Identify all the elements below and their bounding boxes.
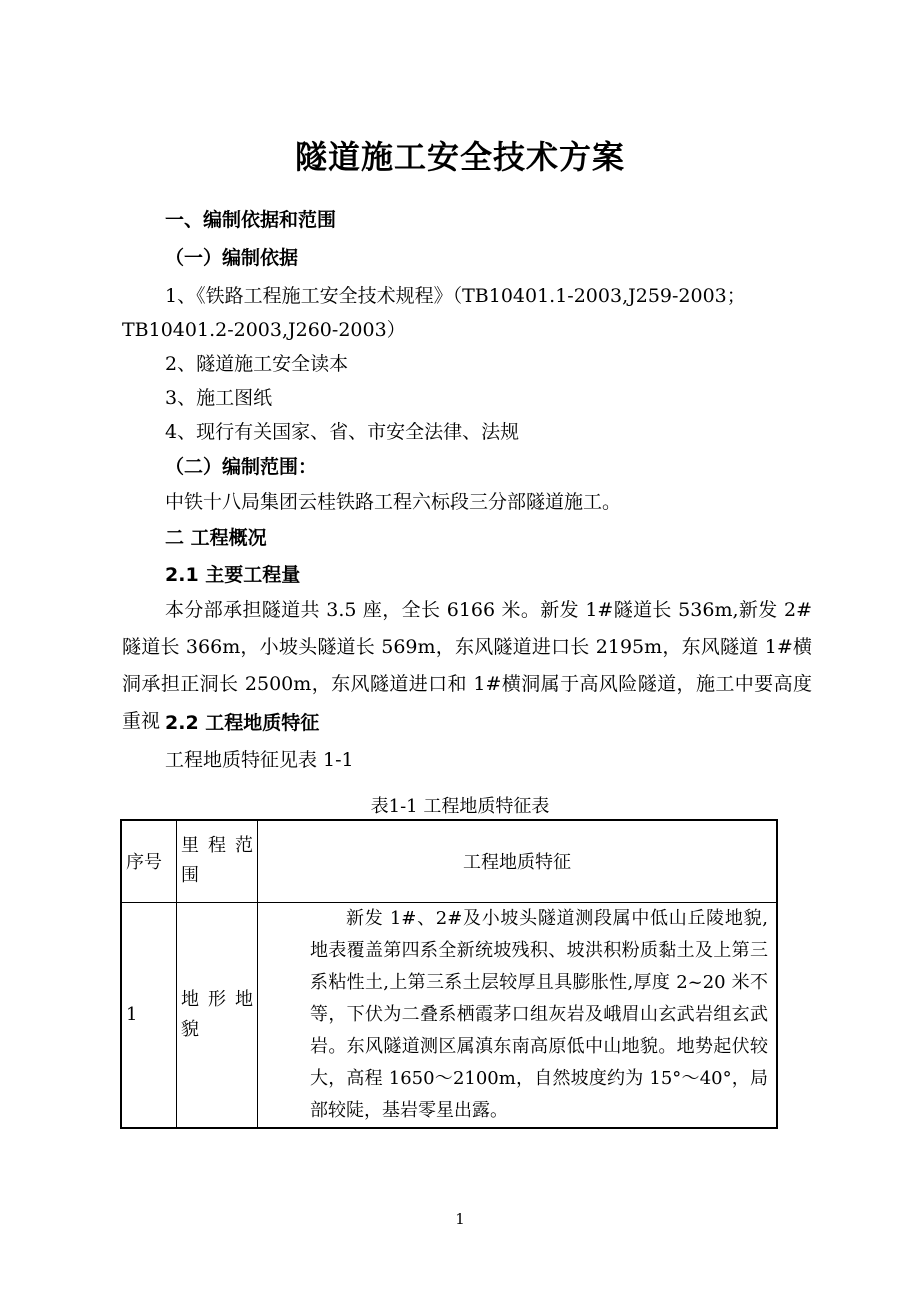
header-no: 序号 [121, 820, 177, 902]
basis-item-1-cont: TB10401.2-2003,J260-2003） [122, 319, 406, 341]
section1-heading: 一、编制依据和范围 [165, 209, 337, 231]
geology-table [120, 819, 778, 1129]
section2-heading: 二 工程概况 [165, 527, 267, 549]
basis-item-4: 4、现行有关国家、省、市安全法律、法规 [165, 421, 520, 443]
table-header-row [121, 820, 777, 902]
basis-item-1: 1、《铁路工程施工安全技术规程》（TB10401.1-2003,J259-2003； [165, 285, 746, 307]
table-row [121, 902, 777, 1128]
page-number: 1 [455, 1210, 465, 1228]
basis-item-3: 3、施工图纸 [165, 387, 273, 409]
section2-sub1: 2.1 主要工程量 [165, 564, 301, 586]
geology-intro: 工程地质特征见表 1-1 [165, 749, 354, 771]
row-range: 地 形 地 貌 [177, 902, 258, 1128]
document-title: 隧道施工安全技术方案 [294, 138, 625, 176]
table-caption: 表1-1 工程地质特征表 [370, 796, 550, 817]
row-no: 1 [121, 902, 177, 1128]
section1-sub1: （一）编制依据 [165, 247, 299, 269]
header-feature: 工程地质特征 [258, 820, 778, 902]
basis-item-2: 2、隧道施工安全读本 [165, 353, 349, 375]
quantities-paragraph: 本分部承担隧道共 3.5 座，全长 6166 米。新发 1#隧道长 536m,新发 2#隧道长 366m，小坡头隧道长 569m，东风隧道进口长 2195m，东风隧道 1#横洞承担正洞长 2500m，东风隧道进口和 1#横洞属于高风险隧道，施工中要高度重视 [122, 599, 812, 732]
row-feature: 新发 1#、2#及小坡头隧道测段属中低山丘陵地貌,地表覆盖第四系全新统坡残积、坡洪积粉质黏土及上第三系粘性土,上第三系土层较厚且具膨胀性,厚度 2~20 米不等，下伏为二叠系栖霞茅口组灰岩及峨眉山玄武岩组玄武岩。东风隧道测区属滇东南高原低中山地貌。地势起伏较大，高程 1650～2100m，自然坡度约为 15°～40°，局部较陡，基岩零星出露。 [258, 902, 778, 1128]
section2-sub2: 2.2 工程地质特征 [165, 712, 320, 734]
header-range: 里 程 范 围 [177, 820, 258, 902]
section1-sub2: （二）编制范围： [165, 456, 318, 478]
scope-text: 中铁十八局集团云桂铁路工程六标段三分部隧道施工。 [165, 491, 622, 513]
